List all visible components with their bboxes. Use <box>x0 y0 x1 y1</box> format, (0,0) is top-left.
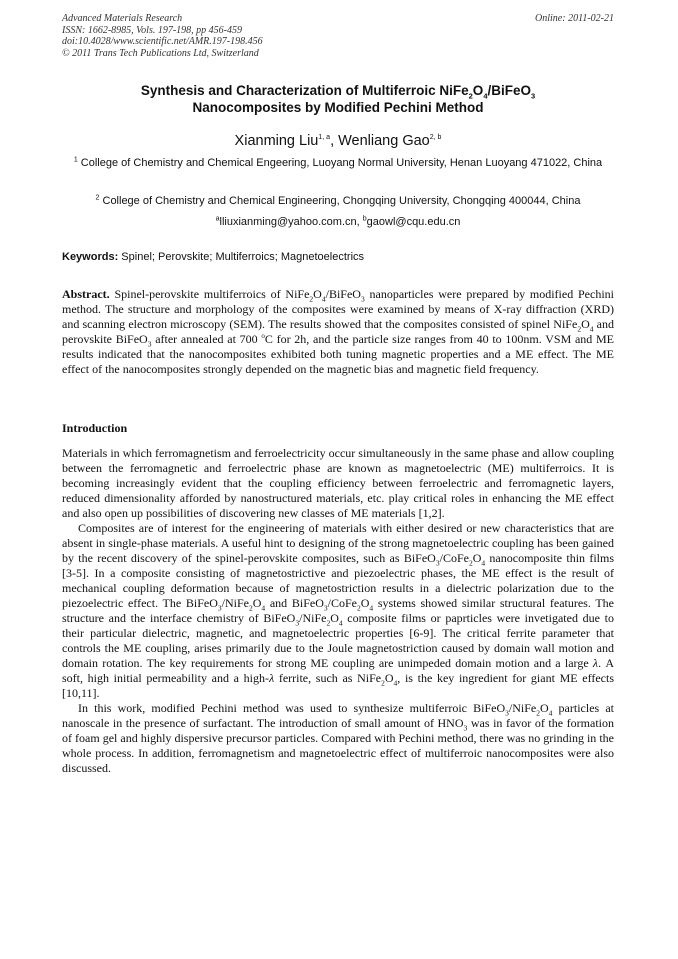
copyright: © 2011 Trans Tech Publications Ltd, Switzerland <box>62 47 259 59</box>
online-date: Online: 2011-02-21 <box>535 13 614 24</box>
affiliation-2: $^2$ College of Chemistry and Chemical Engineering, Chongqing University, Chongqing 400044, China <box>95 194 581 207</box>
author-list: Xianming Liu$^{1, a}$, Wenliang Gao$^{2, b}$ <box>234 133 442 149</box>
email-link: gaowl@cqu.edu.cn <box>366 216 461 228</box>
journal-name: Advanced Materials Research <box>62 13 183 24</box>
affiliation-1: $^1$ College of Chemistry and Chemical Engeering, Luoyang Normal University, Henan Luoyang 471022, China <box>73 156 603 169</box>
section-heading: Introduction <box>62 421 128 435</box>
paper-title: Synthesis and Characterization of Multiferroic $NiFe_2O_4/BiFeO_3$ Nanocomposites by Modified Pechini Method <box>140 83 536 115</box>
paragraph: Materials in which ferromagnetism and ferroelectricity occur simultaneously in the same phase and allow coupling between the ferromagnetic and ferroelectric phase are known as magnetoelectric (ME) multiferroics. It is becoming increasingly evident that the coupling efficiency between ferroelectric and ferromagnetic layers, reduced dimensionality afforded by nanostructured materials, etc. play critical roles in enhancing the ME effect and also open up possibilities of discovering new classes of ME materials [1,2]. <box>62 446 614 520</box>
keywords: Keywords: Spinel; Perovskite; Multiferroics; Magnetoelectrics <box>62 251 365 263</box>
doi: doi:10.4028/www.scientific.net/AMR.197-198.456 <box>62 36 263 47</box>
author-emails: $^a$lliuxianming@yahoo.com.cn, $^b$gaowl@cqu.edu.cn <box>215 215 461 228</box>
paragraph: Composites are of interest for the engineering of materials with either desired or new characteristics that are absent in single-phase materials. A useful hint to designing of the strong magnetoelectric coupling has been gained by the recent discovery of the spinel-perovskite composites, such as $BiFeO_3/CoFe_2O_4$ nanocomposite thin films [3-5]. In a composite consisting of magnetostrictive and piezoelectric phases, the ME effect is the result of mechanical coupling deformation because of magnetostriction results in a dielectric polarization due to the piezoelectric effect. The $BiFeO_3/NiFe_2O_4$ and $BiFeO_3/CoFe_2O_4$ systems showed similar structural features. The structure and the interface chemistry of $BiFeO_3/NiFe_2O_4$ composite films or paprticles were invetigated due to their particular dielectric, magnetic, and magnetoelectric properties [6-9]. The critical ferrite parameter that controls the ME coupling, arises primarily due to the Joule magnetostriction caused by domain wall motion and domain rotation. The key requirements for strong ME coupling are unimpeded domain motion and a large λ. A soft, high initial permeability and a high-λ ferrite, such as $NiFe_2O_4$, is the key ingredient for giant ME effects [10,11]. <box>62 521 614 700</box>
abstract-label: Abstract. <box>62 287 110 301</box>
author-name: Wenliang Gao <box>338 133 430 149</box>
introduction-body <box>62 446 614 776</box>
keywords-label: Keywords: <box>62 251 119 263</box>
email-link: lliuxianming@yahoo.com.cn, <box>219 216 363 228</box>
abstract: Abstract. Spinel-perovskite multiferroics of $NiFe_2O_4/BiFeO_3$ nanoparticles were prepared by modified Pechini method. The structure and morphology of the composites were examined by means of X-ray diffraction (XRD) and scanning electron microscopy (SEM). The results showed that the composites consisted of spinel $NiFe_2O_4$ and perovskite BiFeO$_3$ after annealed at 700 $^o$C for 2h, and the particle size ranges from 40 to 100nm. VSM and ME results indicated that the nanocomposites exhibited both tuning magnetic properties and a ME effect. The ME effect of the nanocomposites strongly depended on the magnetic bias and magnetic field frequency. <box>62 287 615 376</box>
journal-header <box>62 13 614 59</box>
paragraph: In this work, modified Pechini method was used to synthesize multiferroic $BiFeO_3/NiFe_2O_4$ particles at nanoscale in the presence of surfactant. The introduction of small amount of $HNO_3$ was in favor of the formation of foam gel and highly dispersive precursor particles. Compared with Pechini method, there was no grinding in the whole process. In addition, ferromagnetism and magnetoelectric effect of multiferroic nanocomposites were also discussed. <box>62 701 614 775</box>
issn: ISSN: 1662-8985, Vols. 197-198, pp 456-459 <box>62 24 242 36</box>
author-name: Xianming Liu <box>234 133 319 149</box>
